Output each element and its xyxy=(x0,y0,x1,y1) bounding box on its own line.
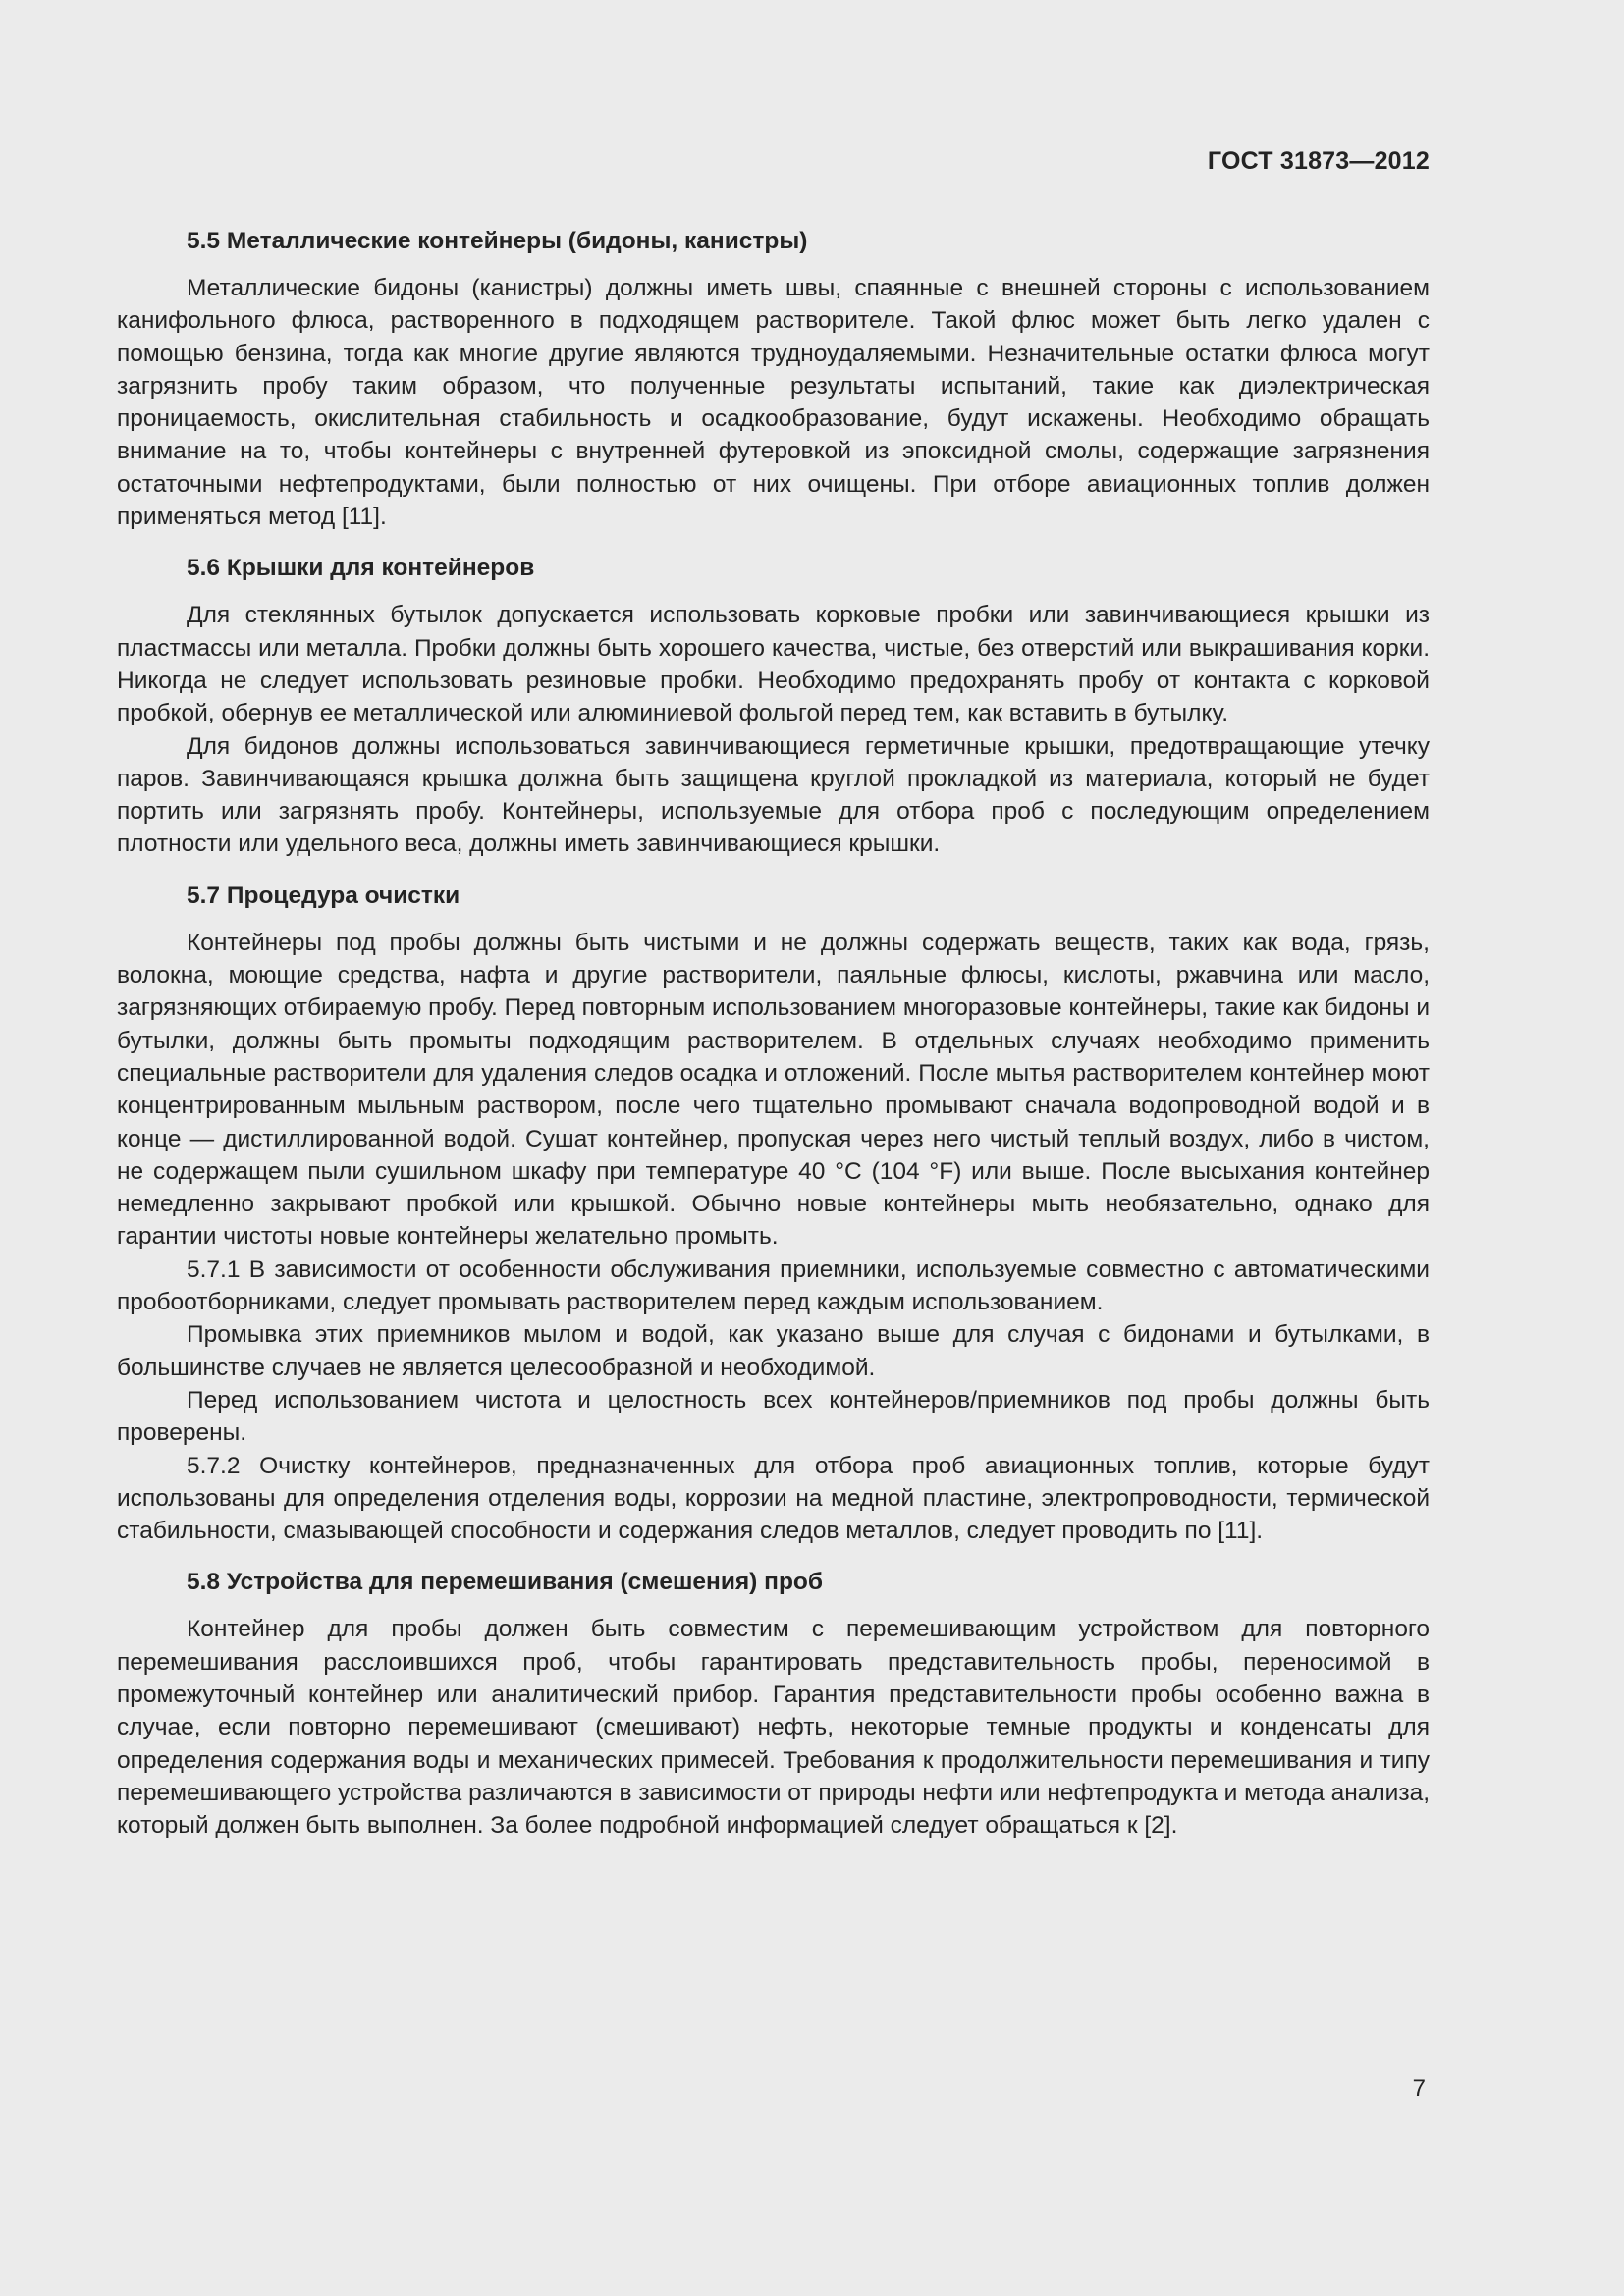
page-number: 7 xyxy=(1412,2075,1426,2102)
paragraph: Для бидонов должны использоваться завинчивающиеся герметичные крышки, предотвращающие утечку паров. Завинчивающаяся крышка должна быть защищена круглой прокладкой из материала, который не будет портить или загрязнять пробу. Контейнеры, используемые для отбора проб с последующим определением плотности или удельного веса, должны иметь завинчивающиеся крышки. xyxy=(117,732,1430,858)
section-title: 5.5 Металлические контейнеры (бидоны, канистры) xyxy=(187,228,808,254)
paragraph: Перед использованием чистота и целостность всех контейнеров/приемников под пробы должны быть проверены. xyxy=(117,1386,1430,1447)
document-number: ГОСТ 31873—2012 xyxy=(1207,147,1430,175)
paragraph: Контейнеры под пробы должны быть чистыми и не должны содержать веществ, таких как вода, грязь, волокна, моющие средства, нафта и другие растворители, паяльные флюсы, кислоты, ржавчина или масло, загрязняющих отбираемую пробу. Перед повторным использованием многоразовые контейнеры, такие как бидоны и бутылки, должны быть промыты подходящим растворителем. В отдельных случаях необходимо применить специальные растворители для удаления следов осадка и отложений. После мытья растворителем контейнер моют концентрированным мыльным раствором, после чего тщательно промывают сначала водопроводной водой и в конце — дистиллированной водой. Сушат контейнер, пропуская через него чистый теплый воздух, либо в чистом, не содержащем пыли сушильном шкафу при температуре 40 °С (104 °F) или выше. После высыхания контейнер немедленно закрывают пробкой или крышкой. Обычно новые контейнеры мыть необязательно, однако для гарантии чистоты новые контейнеры желательно промыть. xyxy=(117,929,1430,1251)
paragraph: 5.7.2 Очистку контейнеров, предназначенных для отбора проб авиационных топлив, которые будут использованы для определения отделения воды, коррозии на медной пластине, электропроводности, термической стабильности, смазывающей способности и содержания следов металлов, следует проводить по [11]. xyxy=(117,1452,1430,1545)
section-title: 5.7 Процедура очистки xyxy=(187,881,460,909)
paragraph: Металлические бидоны (канистры) должны иметь швы, спаянные с внешней стороны с использованием канифольного флюса, растворенного в подходящем растворителе. Такой флюс может быть легко удален с помощью бензина, тогда как многие другие являются трудноудаляемыми. Незначительные остатки флюса могут загрязнить пробу таким образом, что полученные результаты испытаний, такие как диэлектрическая проницаемость, окислительная стабильность и осадкообразование, будут искажены. Необходимо обращать внимание на то, чтобы контейнеры с внутренней футеровкой из эпоксидной смолы, содержащие загрязнения остаточными нефтепродуктами, были полностью от них очищены. При отборе авиационных топлив должен применяться метод [11]. xyxy=(117,275,1430,531)
section-title: 5.6 Крышки для контейнеров xyxy=(187,555,535,582)
section-5-5 xyxy=(117,224,1430,533)
paragraph: Промывка этих приемников мылом и водой, как указано выше для случая с бидонами и бутылками, в большинстве случаев не является целесообразной и необходимой. xyxy=(117,1321,1430,1381)
paragraph: 5.7.1 В зависимости от особенности обслуживания приемники, используемые совместно с автоматическими пробоотборниками, следует промывать растворителем перед каждым использованием. xyxy=(117,1255,1430,1316)
section-title: 5.8 Устройства для перемешивания (смешения) проб xyxy=(187,1569,824,1596)
section-5-8 xyxy=(117,1565,1430,1842)
section-5-7 xyxy=(117,879,1430,1548)
document-body xyxy=(117,224,1430,1842)
section-5-6 xyxy=(117,551,1430,860)
paragraph: Контейнер для пробы должен быть совместим с перемешивающим устройством для повторного перемешивания расслоившихся проб, чтобы гарантировать представительность пробы, переносимой в промежуточный контейнер или аналитический прибор. Гарантия представительности пробы особенно важна в случае, если повторно перемешивают (смешивают) нефть, некоторые темные продукты и конденсаты для определения содержания воды и механических примесей. Требования к продолжительности перемешивания и типу перемешивающего устройства различаются в зависимости от природы нефти или нефтепродукта и метода анализа, который должен быть выполнен. За более подробной информацией следует обращаться к [2]. xyxy=(117,1616,1430,1840)
paragraph: Для стеклянных бутылок допускается использовать корковые пробки или завинчивающиеся крышки из пластмассы или металла. Пробки должны быть хорошего качества, чистые, без отверстий или выкрашивания корки. Никогда не следует использовать резиновые пробки. Необходимо предохранять пробу от контакта с корковой пробкой, обернув ее металлической или алюминиевой фольгой перед тем, как вставить в бутылку. xyxy=(117,602,1430,727)
